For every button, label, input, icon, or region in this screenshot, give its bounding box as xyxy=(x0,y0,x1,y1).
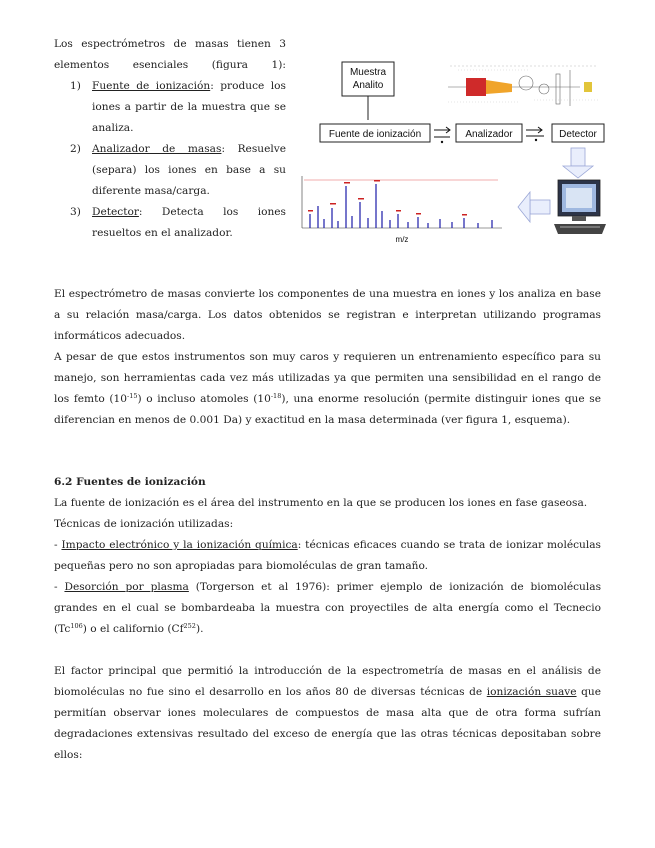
paragraph-soft-ionization xyxy=(54,661,601,766)
technique-desc: : técnicas eficaces cuando se trata de ionizar moléculas pequeñas pero no son apropiadas para biomoléculas de gran tamaño. xyxy=(54,539,601,572)
left-arrow-icon xyxy=(518,192,550,222)
superscript: 106 xyxy=(70,622,83,630)
list-term: Analizador de masas xyxy=(92,143,222,155)
arrow-icon xyxy=(434,127,450,133)
intro-paragraph xyxy=(54,34,286,76)
paragraph-sensitivity xyxy=(54,347,601,431)
paragraph-text: A pesar de que estos instrumentos son muy caros y requieren un entrenamiento específico para su manejo, son herramientas cada vez más utilizadas ya que permiten una sensibilidad en el rango de los femto (10 xyxy=(54,351,601,405)
superscript: -15 xyxy=(127,392,138,400)
paragraph-text: La fuente de ionización es el área del instrumento en la que se producen los iones en fase gaseosa. xyxy=(54,497,588,509)
detector-label: Detector xyxy=(559,129,597,140)
list-term: Fuente de ionización xyxy=(92,80,211,92)
list-item xyxy=(54,202,286,244)
list-number: 3) xyxy=(70,206,81,218)
sample-label-1: Muestra xyxy=(349,67,387,78)
list-desc: : Detecta los iones resueltos en el analizador. xyxy=(92,206,286,239)
section-heading-text: 6.2 Fuentes de ionización xyxy=(54,476,206,488)
soft-ionization-term: ionización suave xyxy=(486,686,577,698)
arrow-icon xyxy=(526,127,542,133)
sample-label-2: Analito xyxy=(352,80,384,91)
list-term: Detector xyxy=(92,206,139,218)
superscript: 252 xyxy=(183,622,196,630)
paragraph-text: El factor principal que permitió la introducción de la espectrometría de masas en el análisis de biomoléculas no fue sino el desarrollo en los años 80 de diversas técnicas de xyxy=(54,665,601,698)
section-line-2 xyxy=(54,514,601,535)
down-arrow-icon xyxy=(563,148,593,178)
dash: - xyxy=(54,539,62,551)
technique-desc: ). xyxy=(195,623,204,635)
list-desc: : produce los iones a partir de la muestra que se analiza. xyxy=(92,80,286,134)
paragraph-text: que permitían observar iones moleculares de compuestos de masa alta que de otra forma sufrían degradaciones extensivas resultado del exceso de energía que las otras técnicas depositaban sobre ellos: xyxy=(54,686,601,761)
list-number: 2) xyxy=(70,143,81,155)
section-line-1 xyxy=(54,493,601,514)
paragraph-text: ) o incluso atomoles (10 xyxy=(137,393,271,405)
analyzer-label: Analizador xyxy=(465,129,513,140)
list-desc: : Resuelve (separa) los iones en base a su diferente masa/carga. xyxy=(92,143,286,197)
technique-term: Impacto electrónico y la ionización química xyxy=(61,539,298,551)
technique-term: Desorción por plasma xyxy=(64,581,189,593)
components-list xyxy=(54,76,286,244)
technique-item-impact xyxy=(54,535,601,577)
superscript: -18 xyxy=(270,392,282,400)
computer-icon xyxy=(554,180,606,234)
mass-spectrometer-figure xyxy=(298,56,608,246)
paragraph-text: ), una enorme resolución (permite distinguir iones que se diferencian en menos de 0.001 Da) y exactitud en la masa determinada (ver figura 1, esquema). xyxy=(54,393,601,426)
paragraph-text: El espectrómetro de masas convierte los componentes de una muestra en iones y los analiza en base a su relación masa/carga. Los datos obtenidos se registran e interpretan utilizando programas informáticos adecuados. xyxy=(54,288,601,342)
list-number: 1) xyxy=(70,80,81,92)
section-heading xyxy=(54,472,601,493)
source-label: Fuente de ionización xyxy=(328,129,422,140)
dash: - xyxy=(54,581,65,593)
technique-desc: ) o el californio (Cf xyxy=(82,623,184,635)
intro-text: Los espectrómetros de masas tienen 3 elementos esenciales (figura 1): xyxy=(54,38,286,71)
spectrum-xlabel: m/z xyxy=(395,235,409,244)
paragraph-ms-description xyxy=(54,284,601,347)
instrument-schematic xyxy=(448,66,598,106)
technique-item-plasma xyxy=(54,577,601,640)
list-item xyxy=(54,139,286,202)
mass-spectrum xyxy=(302,176,502,244)
technique-desc: (Torgerson et al 1976): primer ejemplo de ionización de biomoléculas grandes en el cual se bombardeaba la muestra con proyectiles de alta energía como el Tecnecio (Tc xyxy=(54,581,602,635)
paragraph-text: Técnicas de ionización utilizadas: xyxy=(54,518,234,530)
list-item xyxy=(54,76,286,139)
